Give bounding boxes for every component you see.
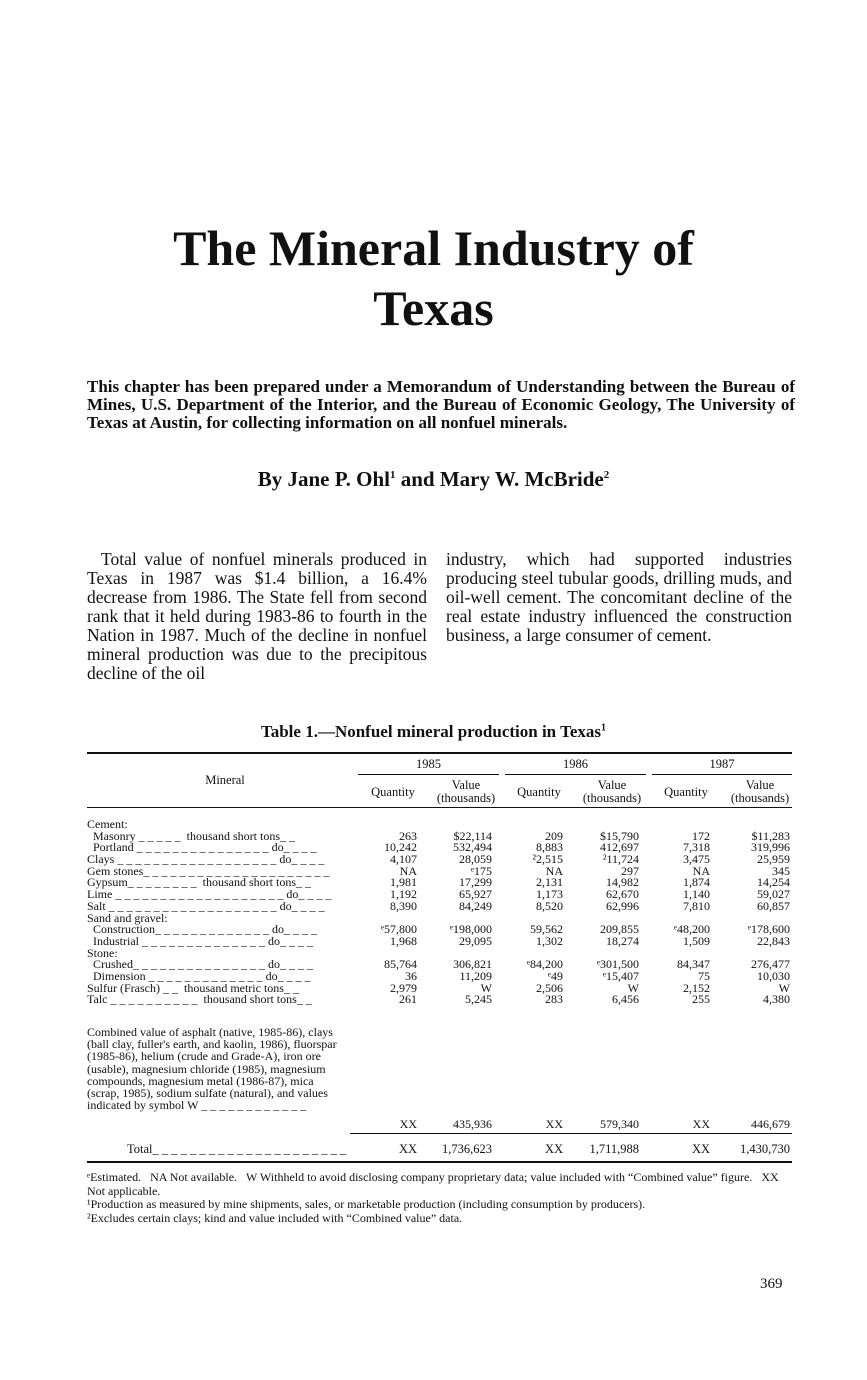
cell-qty-1987: ᵉ48,200	[673, 922, 710, 937]
cell-qty-1985: 261	[399, 992, 417, 1007]
title-line-2: Texas	[373, 280, 494, 336]
row-label: Talc _ _ _ _ _ _ _ _ _ _ thousand short tons_ _	[87, 992, 312, 1007]
quantity-header-1987: Quantity	[664, 785, 708, 799]
cell-qty-1986: ²2,515	[532, 852, 563, 867]
value-header-1986	[574, 779, 650, 805]
footnote-symbols: ᵉEstimated. NA Not available. W Withheld to avoid disclosing company proprietary data; value included with “Combined value” figure. XX Not applicable.	[87, 1170, 779, 1198]
row-label: Sand and gravel:	[87, 910, 168, 925]
cell-value-1986: 6,456	[612, 992, 639, 1007]
cell-value-1985: 17,299	[459, 875, 492, 890]
row-label: Industrial _ _ _ _ _ _ _ _ _ _ _ _ _ _ do_ _ _ _	[87, 933, 313, 948]
footnote-1: ¹Production as measured by mine shipments, sales, or marketable production (including consumption by producers).	[87, 1197, 646, 1211]
byline-prefix: By Jane P. Ohl	[257, 467, 390, 491]
combined-value-1985: 435,936	[453, 1117, 492, 1131]
row-label: Cement:	[87, 817, 128, 831]
cell-qty-1987: 3,475	[683, 852, 710, 867]
value-header-1986-line2: (thousands)	[582, 791, 642, 805]
cell-qty-1986: ᵉ49	[547, 968, 563, 983]
cell-value-1985: 29,095	[459, 933, 492, 948]
year-header-1985: 1985	[416, 757, 441, 771]
header-bottom-rule	[87, 807, 792, 808]
cell-value-1987: W	[778, 980, 790, 995]
cell-value-1985: 11,209	[459, 968, 492, 983]
cell-value-1985: 65,927	[459, 887, 492, 902]
byline-sup-1: 1	[390, 469, 396, 481]
cell-qty-1987: 7,810	[683, 898, 710, 913]
cell-value-1986: $15,790	[600, 828, 639, 843]
cell-value-1987: 4,380	[763, 992, 790, 1007]
body-column-left: Total value of nonfuel minerals produced in Texas in 1987 was $1.4 billion, a 16.4% decrease from 1986. The State fell from second rank that it held during 1983-86 to fourth in the Nation in 1987. Much of the decline in nonfuel mineral production was due to the precipitous decline of the oil	[87, 549, 427, 683]
cell-value-1986: ᵉ15,407	[602, 968, 639, 983]
cell-qty-1986: 209	[545, 828, 563, 843]
byline-sup-2: 2	[603, 469, 610, 481]
row-label: Salt _ _ _ _ _ _ _ _ _ _ _ _ _ _ _ _ _ _ _ do_ _ _ _	[87, 898, 325, 913]
cell-qty-1985: 36	[405, 968, 417, 983]
row-label: Gem stones_ _ _ _ _ _ _ _ _ _ _ _ _ _ _ _ _ _ _ _ _	[87, 863, 330, 878]
row-label: Crushed_ _ _ _ _ _ _ _ _ _ _ _ _ _ _ do_ _ _ _	[87, 957, 313, 972]
cell-value-1985: 532,494	[453, 840, 492, 855]
cell-value-1986: 412,697	[600, 840, 639, 855]
cell-qty-1987: 84,347	[677, 957, 710, 972]
value-header-1985-line2: (thousands)	[436, 791, 496, 805]
table-row	[87, 933, 795, 948]
cell-qty-1987: 172	[692, 828, 710, 843]
cell-value-1985: ᵉ198,000	[449, 922, 492, 937]
combined-qty-1987: XX	[692, 1117, 710, 1131]
value-header-1987-line1: Value	[745, 778, 775, 792]
total-label: Total_ _ _ _ _ _ _ _ _ _ _ _ _ _ _ _ _ _ _ _ _	[127, 1142, 347, 1156]
total-qty-1985: XX	[398, 1142, 417, 1156]
cell-value-1986: W	[627, 980, 639, 995]
year-rule-1986	[505, 774, 646, 775]
cell-qty-1985: ᵉ57,800	[380, 922, 417, 937]
cell-qty-1986: 1,173	[536, 887, 563, 902]
cell-value-1986: 62,996	[606, 898, 639, 913]
cell-qty-1985: 2,979	[390, 980, 417, 995]
combined-value-1987: 446,679	[751, 1117, 790, 1131]
cell-qty-1985: 85,764	[384, 957, 417, 972]
row-label: Construction_ _ _ _ _ _ _ _ _ _ _ _ _ do_ _ _ _	[87, 922, 317, 937]
cell-qty-1985: 4,107	[390, 852, 417, 867]
byline	[0, 467, 867, 492]
cell-qty-1987: 1,140	[683, 887, 710, 902]
total-rule	[350, 1133, 792, 1134]
byline-mid: and Mary W. McBride	[395, 467, 604, 491]
table-title-text: Table 1.—Nonfuel mineral production in Texas	[260, 722, 602, 741]
row-label: Sulfur (Frasch) _ _ thousand metric tons_ _	[87, 980, 299, 995]
cell-value-1987: 60,857	[757, 898, 790, 913]
combined-value-row	[87, 1117, 795, 1129]
cell-value-1985: 28,059	[459, 852, 492, 867]
table-top-rule	[87, 752, 792, 754]
cell-qty-1985: NA	[399, 863, 417, 878]
cell-qty-1986: 8,883	[536, 840, 563, 855]
cell-qty-1985: 263	[399, 828, 417, 843]
cell-value-1987: 59,027	[757, 887, 790, 902]
table-row	[87, 994, 795, 1006]
value-header-1987-line2: (thousands)	[730, 791, 790, 805]
row-label: Stone:	[87, 945, 118, 960]
title-line-1: The Mineral Industry of	[173, 220, 694, 276]
page-number: 369	[760, 1276, 783, 1292]
cell-value-1987: 14,254	[757, 875, 790, 890]
cell-value-1987: ᵉ178,600	[747, 922, 790, 937]
year-header-1987: 1987	[709, 757, 735, 771]
table-row	[87, 898, 795, 913]
cell-qty-1987: 75	[698, 968, 710, 983]
footnote-2: ²Excludes certain clays; kind and value included with “Combined value” data.	[87, 1210, 463, 1225]
cell-value-1986: 209,855	[600, 922, 639, 937]
total-qty-1987: XX	[691, 1142, 710, 1156]
cell-qty-1986: 59,562	[530, 922, 563, 937]
row-label: Gypsum_ _ _ _ _ _ _ _ thousand short tons_ _	[87, 875, 312, 890]
table-bottom-rule	[87, 1161, 792, 1163]
total-value-1985: 1,736,623	[442, 1142, 492, 1156]
cell-value-1985: W	[480, 980, 492, 995]
cell-qty-1985: 1,192	[390, 887, 417, 902]
cell-qty-1987: 7,318	[683, 840, 710, 855]
table-title-sup: 1	[601, 722, 607, 734]
cell-qty-1985: 1,981	[390, 875, 417, 890]
cell-value-1987: 345	[772, 863, 790, 878]
value-header-1987	[722, 779, 798, 805]
cell-qty-1987: 255	[692, 992, 710, 1007]
cell-value-1985: 306,821	[453, 957, 492, 972]
cell-value-1985: 5,245	[465, 992, 492, 1007]
value-header-1986-line1: Value	[597, 778, 627, 792]
table-body	[87, 819, 795, 1006]
year-rule-1987	[652, 774, 792, 775]
cell-value-1987: 319,996	[751, 840, 790, 855]
total-row	[87, 1142, 795, 1156]
cell-qty-1986: 2,506	[536, 980, 563, 995]
row-label: Dimension _ _ _ _ _ _ _ _ _ _ _ _ _ do_ _ _ _	[87, 968, 311, 983]
cell-qty-1985: 1,968	[390, 933, 417, 948]
cell-value-1986: 62,670	[606, 887, 639, 902]
cell-value-1986: ᵉ301,500	[596, 957, 639, 972]
cell-qty-1987: 2,152	[683, 980, 710, 995]
cell-qty-1986: 283	[545, 992, 563, 1007]
total-qty-1986: XX	[544, 1142, 563, 1156]
cell-value-1987: 10,030	[757, 968, 790, 983]
quantity-header-1985: Quantity	[371, 785, 415, 799]
combined-qty-1985: XX	[399, 1117, 417, 1131]
intro-paragraph: This chapter has been prepared under a Memorandum of Understanding between the Bureau of Mines, U.S. Department of the Interior, and the Bureau of Economic Geology, The University of Texas at Austin, for collecting information on all nonfuel minerals.	[87, 377, 795, 432]
cell-qty-1987: 1,509	[683, 933, 710, 948]
cell-value-1987: 22,843	[757, 933, 790, 948]
cell-value-1987: 276,477	[751, 957, 790, 972]
year-rule-1985	[358, 774, 499, 775]
cell-qty-1987: 1,874	[683, 875, 710, 890]
cell-value-1987: 25,959	[757, 852, 790, 867]
row-label: Masonry _ _ _ _ _ thousand short tons_ _	[87, 828, 295, 843]
cell-qty-1987: NA	[692, 863, 710, 878]
cell-value-1986: 18,274	[606, 933, 639, 948]
cell-value-1985: $22,114	[453, 828, 492, 843]
cell-value-1987: $11,283	[751, 828, 790, 843]
cell-value-1986: ²11,724	[602, 852, 639, 867]
total-value-1986: 1,711,988	[589, 1142, 639, 1156]
cell-qty-1985: 8,390	[390, 898, 417, 913]
total-value-1987: 1,430,730	[740, 1142, 790, 1156]
row-label: Portland _ _ _ _ _ _ _ _ _ _ _ _ _ _ _ do_ _ _ _	[87, 840, 317, 855]
row-label: Lime _ _ _ _ _ _ _ _ _ _ _ _ _ _ _ _ _ _ _ do_ _ _ _	[87, 887, 332, 902]
mineral-header: Mineral	[205, 773, 245, 787]
cell-qty-1986: ᵉ84,200	[526, 957, 563, 972]
page-title	[0, 218, 867, 338]
cell-value-1986: 297	[621, 863, 639, 878]
body-column-right: industry, which had supported industries producing steel tubular goods, drilling muds, and oil-well cement. The concomitant decline of the real estate industry influenced the construction business, a large consumer of cement.	[446, 549, 792, 645]
row-label: Clays _ _ _ _ _ _ _ _ _ _ _ _ _ _ _ _ _ _ do_ _ _ _	[87, 852, 325, 867]
quantity-header-1986: Quantity	[517, 785, 561, 799]
cell-qty-1986: 2,131	[536, 875, 563, 890]
cell-value-1986: 14,982	[606, 875, 639, 890]
cell-qty-1985: 10,242	[384, 840, 417, 855]
cell-value-1985: ᵉ175	[470, 863, 492, 878]
table-footnotes	[87, 1171, 795, 1225]
combined-value-label: Combined value of asphalt (native, 1985-86), clays (ball clay, fuller's earth, and kaolin, 1986), fluorspar (1985-86), helium (crude and Grade-A), iron ore (usable), magnesium chloride (1985), magnesium compounds, magnesium metal (1986-87), mica (scrap, 1985), sodium sulfate (natural), and values indicated by symbol W _ _ _ _ _ _ _ _ _ _ _ _	[87, 1025, 337, 1113]
cell-qty-1986: NA	[545, 863, 563, 878]
table-title	[0, 722, 867, 742]
cell-value-1985: 84,249	[459, 898, 492, 913]
combined-value-1986: 579,340	[600, 1117, 639, 1131]
cell-qty-1986: 1,302	[536, 933, 563, 948]
year-header-1986: 1986	[563, 757, 588, 771]
cell-qty-1986: 8,520	[536, 898, 563, 913]
value-header-1985-line1: Value	[451, 778, 481, 792]
combined-qty-1986: XX	[545, 1117, 563, 1131]
value-header-1985	[428, 779, 504, 805]
